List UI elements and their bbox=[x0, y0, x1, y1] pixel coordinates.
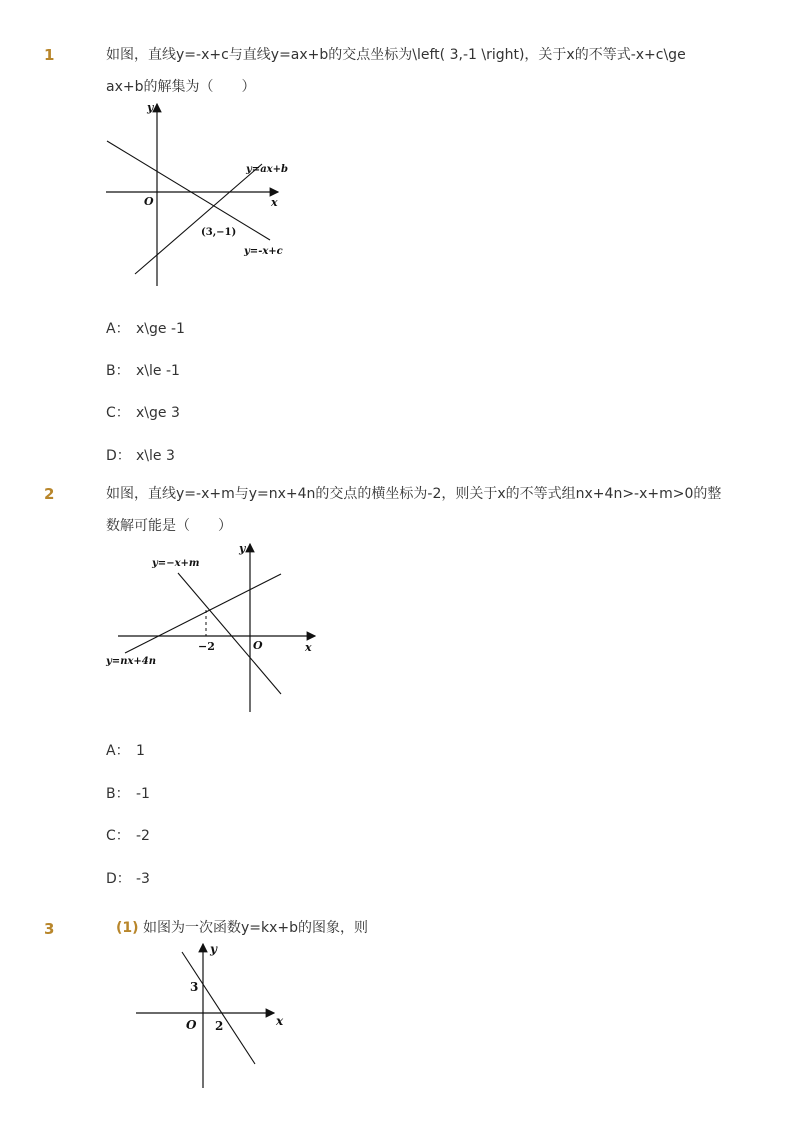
sub-question-label: (1) bbox=[116, 920, 139, 936]
question-stem bbox=[106, 39, 726, 103]
y-axis-label: y bbox=[147, 101, 154, 114]
option-a[interactable] bbox=[106, 740, 145, 760]
question-number: 3 bbox=[44, 920, 55, 938]
y-axis-label: y bbox=[239, 542, 246, 555]
option-label: B： bbox=[106, 786, 130, 802]
option-text: x\le -1 bbox=[136, 363, 180, 379]
line-pos bbox=[135, 164, 262, 274]
question-number: 2 bbox=[44, 485, 55, 503]
figure-q2 bbox=[100, 538, 330, 716]
option-a[interactable] bbox=[106, 318, 185, 338]
option-text: x\ge -1 bbox=[136, 321, 185, 337]
option-d[interactable] bbox=[106, 445, 175, 465]
stem-line: ax+b的解集为（ ） bbox=[106, 79, 256, 95]
option-c[interactable] bbox=[106, 402, 180, 422]
option-label: D： bbox=[106, 448, 131, 464]
option-text: -1 bbox=[136, 786, 150, 802]
option-b[interactable] bbox=[106, 783, 150, 803]
line-label: y=ax+b bbox=[246, 164, 289, 175]
option-text: 1 bbox=[136, 743, 145, 759]
x-axis-label: x bbox=[271, 196, 278, 209]
x-axis-label: x bbox=[305, 641, 312, 654]
stem-line: 如图，直线y=-x+c与直线y=ax+b的交点坐标为\left( 3,-1 \right)，关于x的不等式-x+c\ge bbox=[106, 47, 686, 63]
origin-label: O bbox=[144, 195, 154, 208]
line-label: y=-x+c bbox=[244, 246, 283, 257]
y-axis-label: y bbox=[210, 942, 217, 956]
option-label: A： bbox=[106, 321, 130, 337]
origin-label: O bbox=[253, 639, 263, 652]
option-text: -3 bbox=[136, 871, 150, 887]
origin-label: O bbox=[186, 1018, 197, 1032]
intercept-label: 3 bbox=[190, 980, 199, 994]
stem-line: 如图为一次函数y=kx+b的图象，则 bbox=[143, 920, 369, 936]
figure-q1 bbox=[100, 98, 300, 298]
option-label: C： bbox=[106, 828, 130, 844]
option-d[interactable] bbox=[106, 868, 150, 888]
point-label: (3,−1) bbox=[201, 227, 237, 238]
option-text: x\le 3 bbox=[136, 448, 175, 464]
line-label: y=nx+4n bbox=[106, 656, 157, 667]
stem-line: 数解可能是（ ） bbox=[106, 518, 232, 534]
function-line bbox=[182, 952, 255, 1064]
intercept-label: 2 bbox=[215, 1019, 224, 1033]
option-c[interactable] bbox=[106, 825, 150, 845]
figure-q3 bbox=[130, 940, 300, 1090]
x-axis-label: x bbox=[276, 1014, 284, 1028]
question-stem bbox=[106, 478, 726, 542]
option-label: D： bbox=[106, 871, 131, 887]
line-label: y=−x+m bbox=[152, 558, 200, 569]
tick-label: −2 bbox=[198, 640, 215, 653]
question-number: 1 bbox=[44, 46, 55, 64]
line-neg bbox=[178, 573, 281, 694]
option-b[interactable] bbox=[106, 360, 180, 380]
option-label: C： bbox=[106, 405, 130, 421]
line-neg bbox=[107, 141, 270, 240]
option-label: A： bbox=[106, 743, 130, 759]
stem-line: 如图，直线y=-x+m与y=nx+4n的交点的横坐标为-2，则关于x的不等式组nx+4n>-x+m>0的整 bbox=[106, 486, 722, 502]
option-text: x\ge 3 bbox=[136, 405, 180, 421]
option-text: -2 bbox=[136, 828, 150, 844]
option-label: B： bbox=[106, 363, 130, 379]
